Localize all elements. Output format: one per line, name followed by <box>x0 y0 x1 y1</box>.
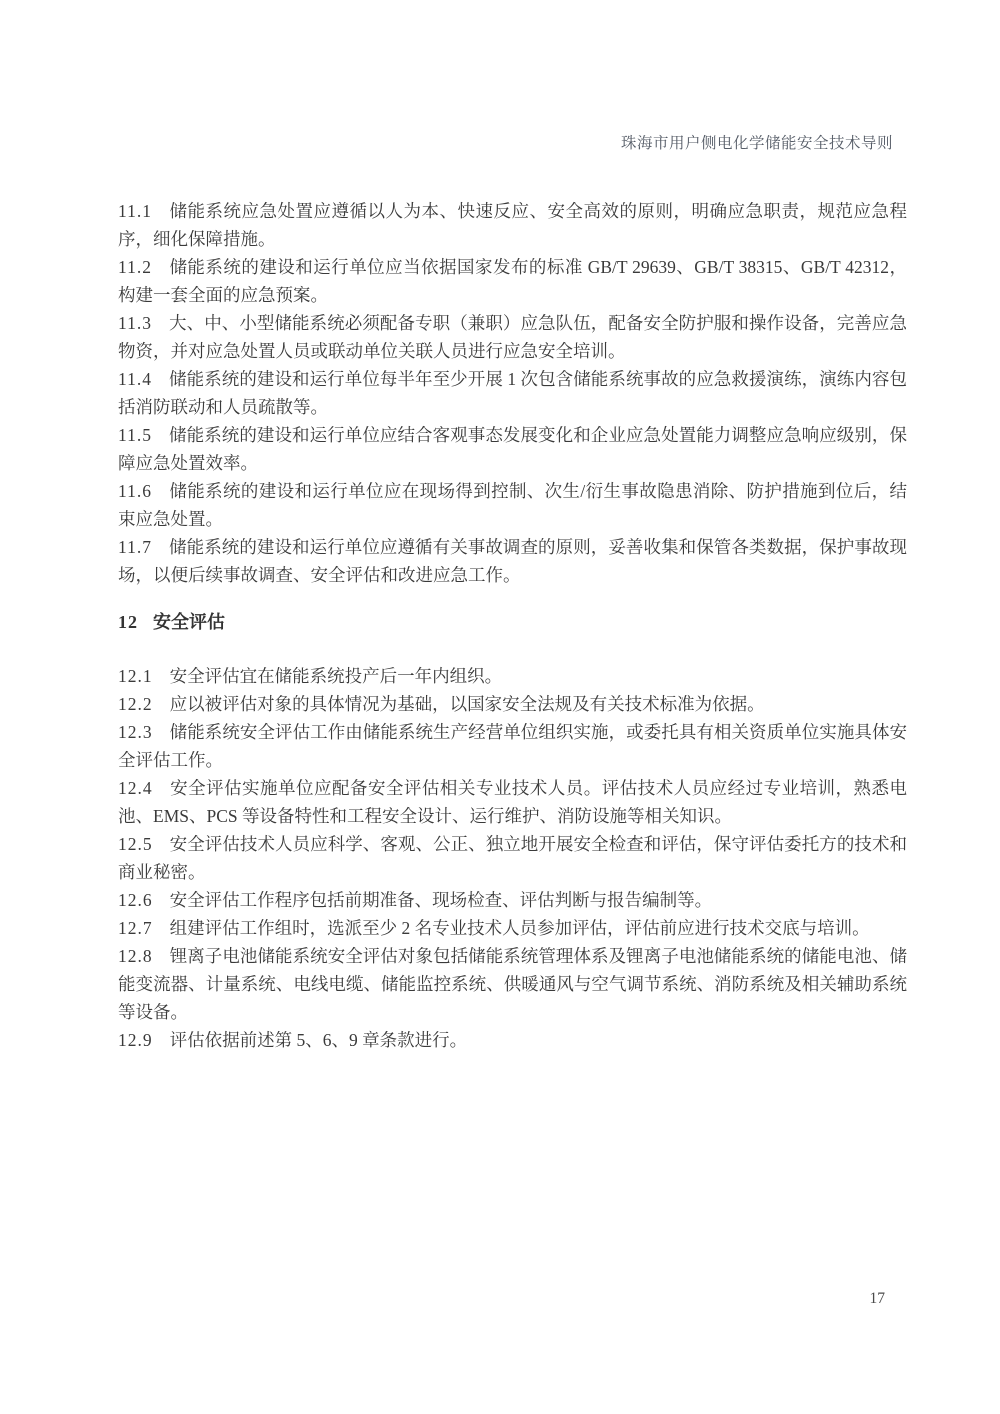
clause-number: 12.2 <box>118 694 153 714</box>
clause-12-1 <box>118 662 907 690</box>
clause-number: 12.3 <box>118 722 153 742</box>
clause-11-4 <box>118 365 907 421</box>
running-header-title: 珠海市用户侧电化学储能安全技术导则 <box>620 135 893 152</box>
clause-number: 11.5 <box>118 425 152 445</box>
clause-text: 安全评估实施单位应配备安全评估相关专业技术人员。评估技术人员应经过专业培训，熟悉电池、EMS、PCS 等设备特性和工程安全设计、运行维护、消防设施等相关知识。 <box>118 778 907 826</box>
clause-number: 11.1 <box>118 201 152 221</box>
clause-number: 12.8 <box>118 946 153 966</box>
clause-12-6 <box>118 886 907 914</box>
clause-text: 应以被评估对象的具体情况为基础，以国家安全法规及有关技术标准为依据。 <box>169 694 765 714</box>
clause-11-1 <box>118 197 907 253</box>
clause-number: 11.6 <box>118 481 152 501</box>
clause-11-2 <box>118 253 907 309</box>
clause-text: 安全评估宜在储能系统投产后一年内组织。 <box>169 666 503 686</box>
clause-number: 12.5 <box>118 834 153 854</box>
clause-text: 安全评估工作程序包括前期准备、现场检查、评估判断与报告编制等。 <box>169 890 713 910</box>
clause-text: 储能系统应急处置应遵循以人为本、快速反应、安全高效的原则，明确应急职责，规范应急程序，细化保障措施。 <box>118 201 907 249</box>
clause-text: 储能系统的建设和运行单位应当依据国家发布的标准 GB/T 29639、GB/T 38315、GB/T 42312，构建一套全面的应急预案。 <box>118 257 907 305</box>
clause-number: 12.4 <box>118 778 153 798</box>
section-number: 12 <box>118 612 138 632</box>
clause-text: 储能系统的建设和运行单位应在现场得到控制、次生/衍生事故隐患消除、防护措施到位后，结束应急处置。 <box>118 481 907 529</box>
clause-11-5 <box>118 421 907 477</box>
clause-12-2 <box>118 690 907 718</box>
section-title: 安全评估 <box>153 612 225 632</box>
clause-text: 大、中、小型储能系统必须配备专职（兼职）应急队伍，配备安全防护服和操作设备，完善应急物资，并对应急处置人员或联动单位关联人员进行应急安全培训。 <box>118 313 907 361</box>
clause-11-7 <box>118 533 907 589</box>
clause-text: 储能系统的建设和运行单位应遵循有关事故调查的原则，妥善收集和保管各类数据，保护事故现场，以便后续事故调查、安全评估和改进应急工作。 <box>118 537 907 585</box>
clause-12-9 <box>118 1026 907 1054</box>
clause-number: 12.9 <box>118 1030 153 1050</box>
section-12-heading <box>118 608 907 636</box>
page-number: 17 <box>869 1290 885 1307</box>
clause-text: 锂离子电池储能系统安全评估对象包括储能系统管理体系及锂离子电池储能系统的储能电池、储能变流器、计量系统、电线电缆、储能监控系统、供暖通风与空气调节系统、消防系统及相关辅助系统等设备。 <box>118 946 907 1022</box>
clause-number: 12.1 <box>118 666 153 686</box>
clause-number: 11.2 <box>118 257 152 277</box>
clause-text: 评估依据前述第 5、6、9 章条款进行。 <box>169 1030 468 1050</box>
clause-11-3 <box>118 309 907 365</box>
clause-number: 11.7 <box>118 537 152 557</box>
clause-12-3 <box>118 718 907 774</box>
clause-number: 11.4 <box>118 369 152 389</box>
clause-number: 12.6 <box>118 890 153 910</box>
clause-text: 安全评估技术人员应科学、客观、公正、独立地开展安全检查和评估，保守评估委托方的技术和商业秘密。 <box>118 834 907 882</box>
clause-12-7 <box>118 914 907 942</box>
clause-12-5 <box>118 830 907 886</box>
clause-text: 储能系统安全评估工作由储能系统生产经营单位组织实施，或委托具有相关资质单位实施具体安全评估工作。 <box>118 722 907 770</box>
clause-11-6 <box>118 477 907 533</box>
clause-number: 12.7 <box>118 918 153 938</box>
document-body <box>118 197 907 1054</box>
clause-text: 组建评估工作组时，选派至少 2 名专业技术人员参加评估，评估前应进行技术交底与培训。 <box>169 918 870 938</box>
clause-text: 储能系统的建设和运行单位应结合客观事态发展变化和企业应急处置能力调整应急响应级别，保障应急处置效率。 <box>118 425 907 473</box>
clause-12-8 <box>118 942 907 1026</box>
clause-12-4 <box>118 774 907 830</box>
clause-number: 11.3 <box>118 313 152 333</box>
clause-text: 储能系统的建设和运行单位每半年至少开展 1 次包含储能系统事故的应急救援演练，演练内容包括消防联动和人员疏散等。 <box>118 369 907 417</box>
